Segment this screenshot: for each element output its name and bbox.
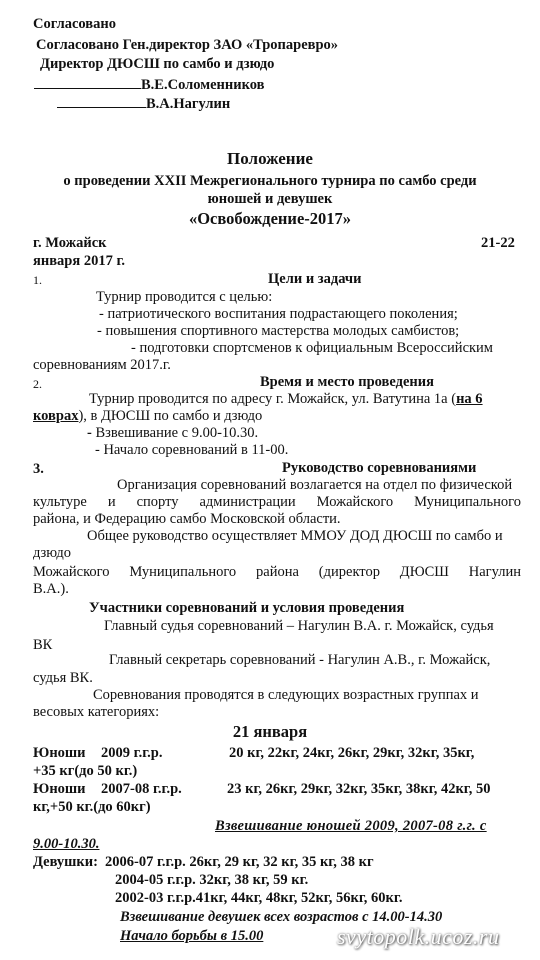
boys-2009-year: 2009 г.г.р. [101,745,163,761]
section-4-line: судья ВК. [33,670,93,686]
girls-weighin: Взвешивание девушек всех возрастов с 14.00-14.30 [120,909,443,925]
girls-2006-weights: 2006-07 г.г.р. 26кг, 29 кг, 32 кг, 35 кг, 38 кг [105,854,374,870]
signature-line-1: В.Е.Соломенников [34,75,265,94]
boys-2007-weights-cont: кг,+50 кг.(до 60кг) [33,799,151,815]
title-line-2: юношей и девушек [207,191,333,207]
boys-2007-group: Юноши [33,781,86,797]
section-3-line: Общее руководство осуществляет ММОУ ДОД ДЮСШ по самбо и [87,528,503,544]
section-3-line: В.А.). [33,581,69,597]
section-2-start: - Начало соревнований в 11-00. [95,442,289,458]
section-3-heading: Руководство соревнованиями [282,460,477,476]
section-3-line: культуре и спорту администрации Можайского Муниципального [33,494,521,510]
section-2-weighin: - Взвешивание с 9.00-10.30. [87,425,259,441]
section-3-line: дзюдо [33,545,72,561]
section-4-line: Главный секретарь соревнований - Нагулин А.В., г. Можайск, [109,652,491,668]
section-3-line: Организация соревнований возлагается на отдел по физической [117,477,513,493]
boys-2009-weights-cont: +35 кг(до 50 кг.) [33,763,138,779]
bout-start-time: Начало борьбы в 15.00 [120,928,264,944]
title-line-1: о проведении XXII Межрегионального турнира по самбо среди [63,173,477,189]
boys-weighin-time: 9.00-10.30. [33,836,100,852]
section-1-number: 1. [33,273,42,287]
boys-2007-year: 2007-08 г.г.р. [101,781,182,797]
section-4-line: Соревнования проводятся в следующих возрастных группах и [93,687,479,703]
watermark: svytopolk.ucoz.ru [337,924,500,949]
section-4-line: ВК [33,637,53,653]
section-1-line: - подготовки спортсменов к официальным Всероссийским [131,340,493,356]
boys-2007-weights: 23 кг, 26кг, 29кг, 32кг, 35кг, 38кг, 42кг, 50 [227,781,491,797]
dates: 21-22 [481,235,515,251]
section-1-line: соревнованиям 2017.г. [33,357,171,373]
month-year: января 2017 г. [33,253,126,269]
document-title: Положение [227,149,313,168]
signature-blank [34,75,141,89]
approval-school-director: Директор ДЮСШ по самбо и дзюдо [40,56,275,72]
section-2-address-cont: коврах), в ДЮСШ по самбо и дзюдо [33,408,263,424]
girls-2002-weights: 2002-03 г.г.р.41кг, 44кг, 48кг, 52кг, 56кг, 60кг. [115,890,403,906]
boys-weighin: Взвешивание юношей 2009, 2007-08 г.г. с [215,818,487,834]
section-1-line: - патриотического воспитания подрастающего поколения; [99,306,458,322]
girls-2004-weights: 2004-05 г.г.р. 32кг, 38 кг, 59 кг. [115,872,309,888]
section-3-line: Можайского Муниципального района (директор ДЮСШ Нагулин [33,564,521,580]
section-2-address: Турнир проводится по адресу г. Можайск, ул. Ватутина 1а (на 6 [89,391,483,407]
boys-2009-group: Юноши [33,745,86,761]
section-3-line: района, и Федерацию самбо Московской области. [33,511,341,527]
section-2-heading: Время и место проведения [260,374,434,390]
boys-2009-weights: 20 кг, 22кг, 24кг, 26кг, 29кг, 32кг, 35кг, [229,745,475,761]
tournament-name: «Освобождение-2017» [188,209,352,228]
section-4-line: Главный судья соревнований – Нагулин В.А. г. Можайск, судья [104,618,494,634]
city: г. Можайск [33,235,107,251]
girls-label: Девушки: [33,854,98,870]
section-1-line: - повышения спортивного мастерства молодых самбистов; [97,323,460,339]
section-2-number: 2. [33,377,42,391]
section-1-heading: Цели и задачи [268,271,362,287]
signature-line-2: В.А.Нагулин [57,94,230,113]
section-4-line: весовых категориях: [33,704,160,720]
section-3-number: 3. [33,461,44,477]
section-1-line: Турнир проводится с целью: [96,289,273,305]
section-4-heading: Участники соревнований и условия проведения [89,600,405,616]
approval-general-director: Согласовано Ген.директор ЗАО «Тропаревро» [36,37,339,53]
approval-label: Согласовано [33,16,116,32]
signature-blank [57,94,146,108]
day-heading: 21 января [232,722,308,741]
